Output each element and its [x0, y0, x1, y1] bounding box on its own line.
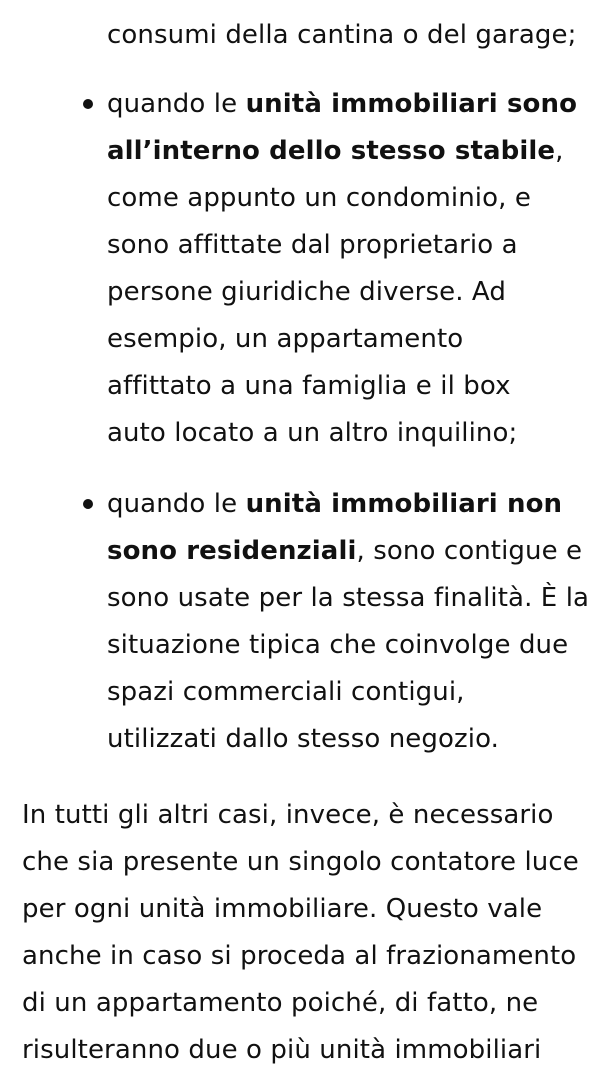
- bullet-icon: [83, 99, 93, 109]
- list-line: sono affittate dal proprietario a: [107, 230, 518, 260]
- paragraph-line: di un appartamento poiché, di fatto, ne: [22, 988, 539, 1018]
- list-line: persone giuridiche diverse. Ad: [107, 277, 506, 307]
- list-line: quando le unità immobiliari sono: [107, 89, 578, 119]
- list-line: affittato a una famiglia e il box: [107, 371, 511, 401]
- paragraph-line: per ogni unità immobiliare. Questo vale: [22, 894, 543, 924]
- list-line: esempio, un appartamento: [107, 324, 464, 354]
- paragraph-line: che sia presente un singolo contatore luce: [22, 847, 579, 877]
- list-line: situazione tipica che coinvolge due: [107, 630, 569, 660]
- paragraph-line: In tutti gli altri casi, invece, è necessario: [22, 800, 554, 830]
- list-item-continuation: [107, 19, 576, 51]
- continuation-text: consumi della cantina o del garage;: [107, 20, 577, 50]
- list-line: sono residenziali, sono contigue e: [107, 536, 583, 566]
- list-line: utilizzati dallo stesso negozio.: [107, 724, 499, 754]
- paragraph-line: risulteranno due o più unità immobiliari: [22, 1035, 542, 1065]
- list-line: come appunto un condominio, e: [107, 183, 531, 213]
- list-line: quando le unità immobiliari non: [107, 489, 563, 519]
- list-line: auto locato a un altro inquilino;: [107, 418, 518, 448]
- list-line: all’interno dello stesso stabile,: [107, 136, 564, 166]
- list-line: sono usate per la stessa finalità. È la: [107, 583, 590, 613]
- list-line: spazi commerciali contigui,: [107, 677, 465, 707]
- paragraph-line: anche in caso si proceda al frazionamento: [22, 941, 577, 971]
- bullet-icon: [83, 499, 93, 509]
